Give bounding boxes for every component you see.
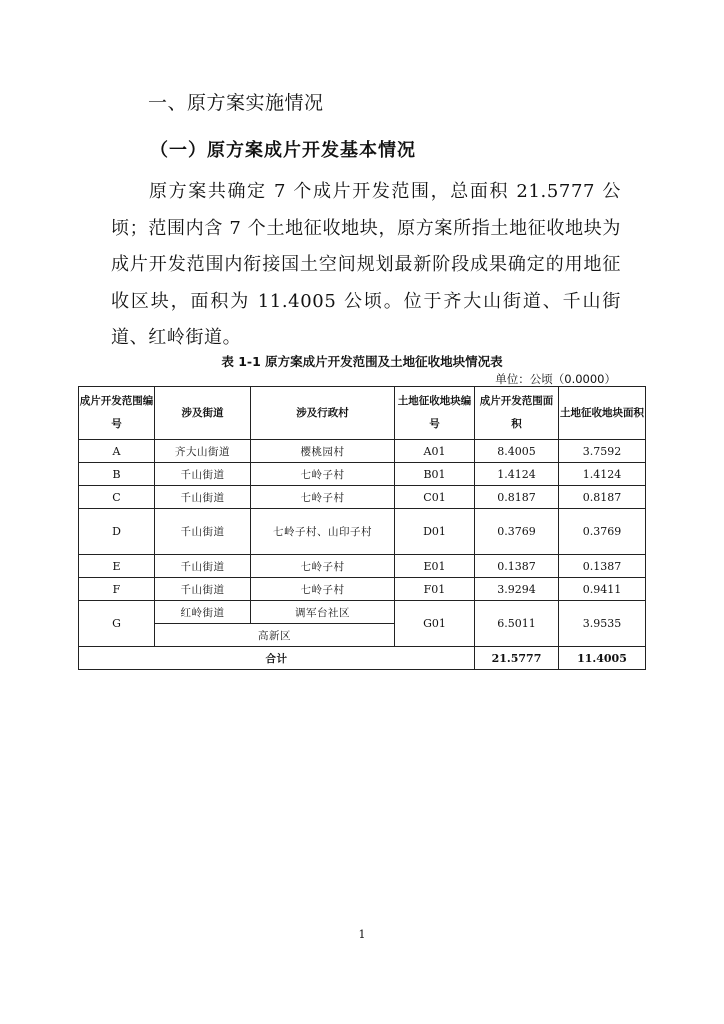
subsection-heading: （一）原方案成片开发基本情况 — [150, 140, 416, 161]
cell-range-id: A — [79, 440, 155, 463]
cell-parcel-id: F01 — [395, 578, 475, 601]
cell-parcel-id: D01 — [395, 509, 475, 555]
cell-parcel-area: 0.1387 — [559, 555, 646, 578]
total-parcel-area: 11.4005 — [559, 647, 646, 670]
cell-range-id: C — [79, 486, 155, 509]
cell-parcel-area: 3.7592 — [559, 440, 646, 463]
cell-village: 七岭子村、山印子村 — [251, 509, 395, 555]
parcel-table — [78, 386, 646, 670]
cell-range-id: E — [79, 555, 155, 578]
table-header-row — [79, 387, 646, 440]
cell-parcel-area: 0.3769 — [559, 509, 646, 555]
cell-village: 调军台社区 — [251, 601, 395, 624]
cell-street: 红岭街道 — [155, 601, 251, 624]
header-parcel-id: 土地征收地块编号 — [395, 387, 475, 440]
cell-village: 七岭子村 — [251, 463, 395, 486]
cell-parcel-id: E01 — [395, 555, 475, 578]
table-row — [79, 440, 646, 463]
cell-parcel-id: A01 — [395, 440, 475, 463]
header-range-id: 成片开发范围编号 — [79, 387, 155, 440]
cell-parcel-area: 0.8187 — [559, 486, 646, 509]
total-label: 合计 — [79, 647, 475, 670]
cell-village: 七岭子村 — [251, 578, 395, 601]
cell-street: 千山街道 — [155, 486, 251, 509]
section-heading: 一、原方案实施情况 — [148, 92, 324, 114]
cell-parcel-area: 1.4124 — [559, 463, 646, 486]
cell-street: 千山街道 — [155, 578, 251, 601]
cell-village: 樱桃园村 — [251, 440, 395, 463]
cell-range-id: D — [79, 509, 155, 555]
cell-street: 千山街道 — [155, 509, 251, 555]
cell-street: 齐大山街道 — [155, 440, 251, 463]
cell-village: 七岭子村 — [251, 486, 395, 509]
cell-parcel-area: 0.9411 — [559, 578, 646, 601]
cell-parcel-id: B01 — [395, 463, 475, 486]
cell-range-area: 1.4124 — [475, 463, 559, 486]
table-row — [79, 463, 646, 486]
header-range-area: 成片开发范围面积 — [475, 387, 559, 440]
table-row — [79, 509, 646, 555]
page-number: 1 — [358, 928, 366, 941]
cell-range-area: 3.9294 — [475, 578, 559, 601]
cell-range-area: 0.8187 — [475, 486, 559, 509]
cell-range-id: F — [79, 578, 155, 601]
table-row — [79, 578, 646, 601]
cell-range-id: B — [79, 463, 155, 486]
table-total-row — [79, 647, 646, 670]
cell-parcel-id: C01 — [395, 486, 475, 509]
cell-range-area: 6.5011 — [475, 601, 559, 647]
cell-range-id: G — [79, 601, 155, 647]
table-caption: 表 1-1 原方案成片开发范围及土地征收地块情况表 — [221, 354, 503, 369]
cell-street: 千山街道 — [155, 463, 251, 486]
cell-range-area: 0.1387 — [475, 555, 559, 578]
total-range-area: 21.5777 — [475, 647, 559, 670]
cell-parcel-id: G01 — [395, 601, 475, 647]
cell-district: 高新区 — [155, 624, 395, 647]
table-row — [79, 486, 646, 509]
header-street: 涉及街道 — [155, 387, 251, 440]
cell-village: 七岭子村 — [251, 555, 395, 578]
cell-parcel-area: 3.9535 — [559, 601, 646, 647]
header-village: 涉及行政村 — [251, 387, 395, 440]
cell-street: 千山街道 — [155, 555, 251, 578]
cell-range-area: 8.4005 — [475, 440, 559, 463]
cell-range-area: 0.3769 — [475, 509, 559, 555]
body-paragraph: 原方案共确定 7 个成片开发范围，总面积 21.5777 公顷；范围内含 7 个土地征收地块，原方案所指土地征收地块为成片开发范围内衔接国土空间规划最新阶段成果确定的用地征收区块，面积为 11.4005 公顷。位于齐大山街道、千山街道、红岭街道。 — [111, 181, 621, 348]
table-unit-note: 单位：公顷（0.0000） — [495, 372, 616, 386]
table-row — [79, 555, 646, 578]
header-parcel-area: 土地征收地块面积 — [559, 387, 646, 440]
table-row-g — [79, 601, 646, 624]
